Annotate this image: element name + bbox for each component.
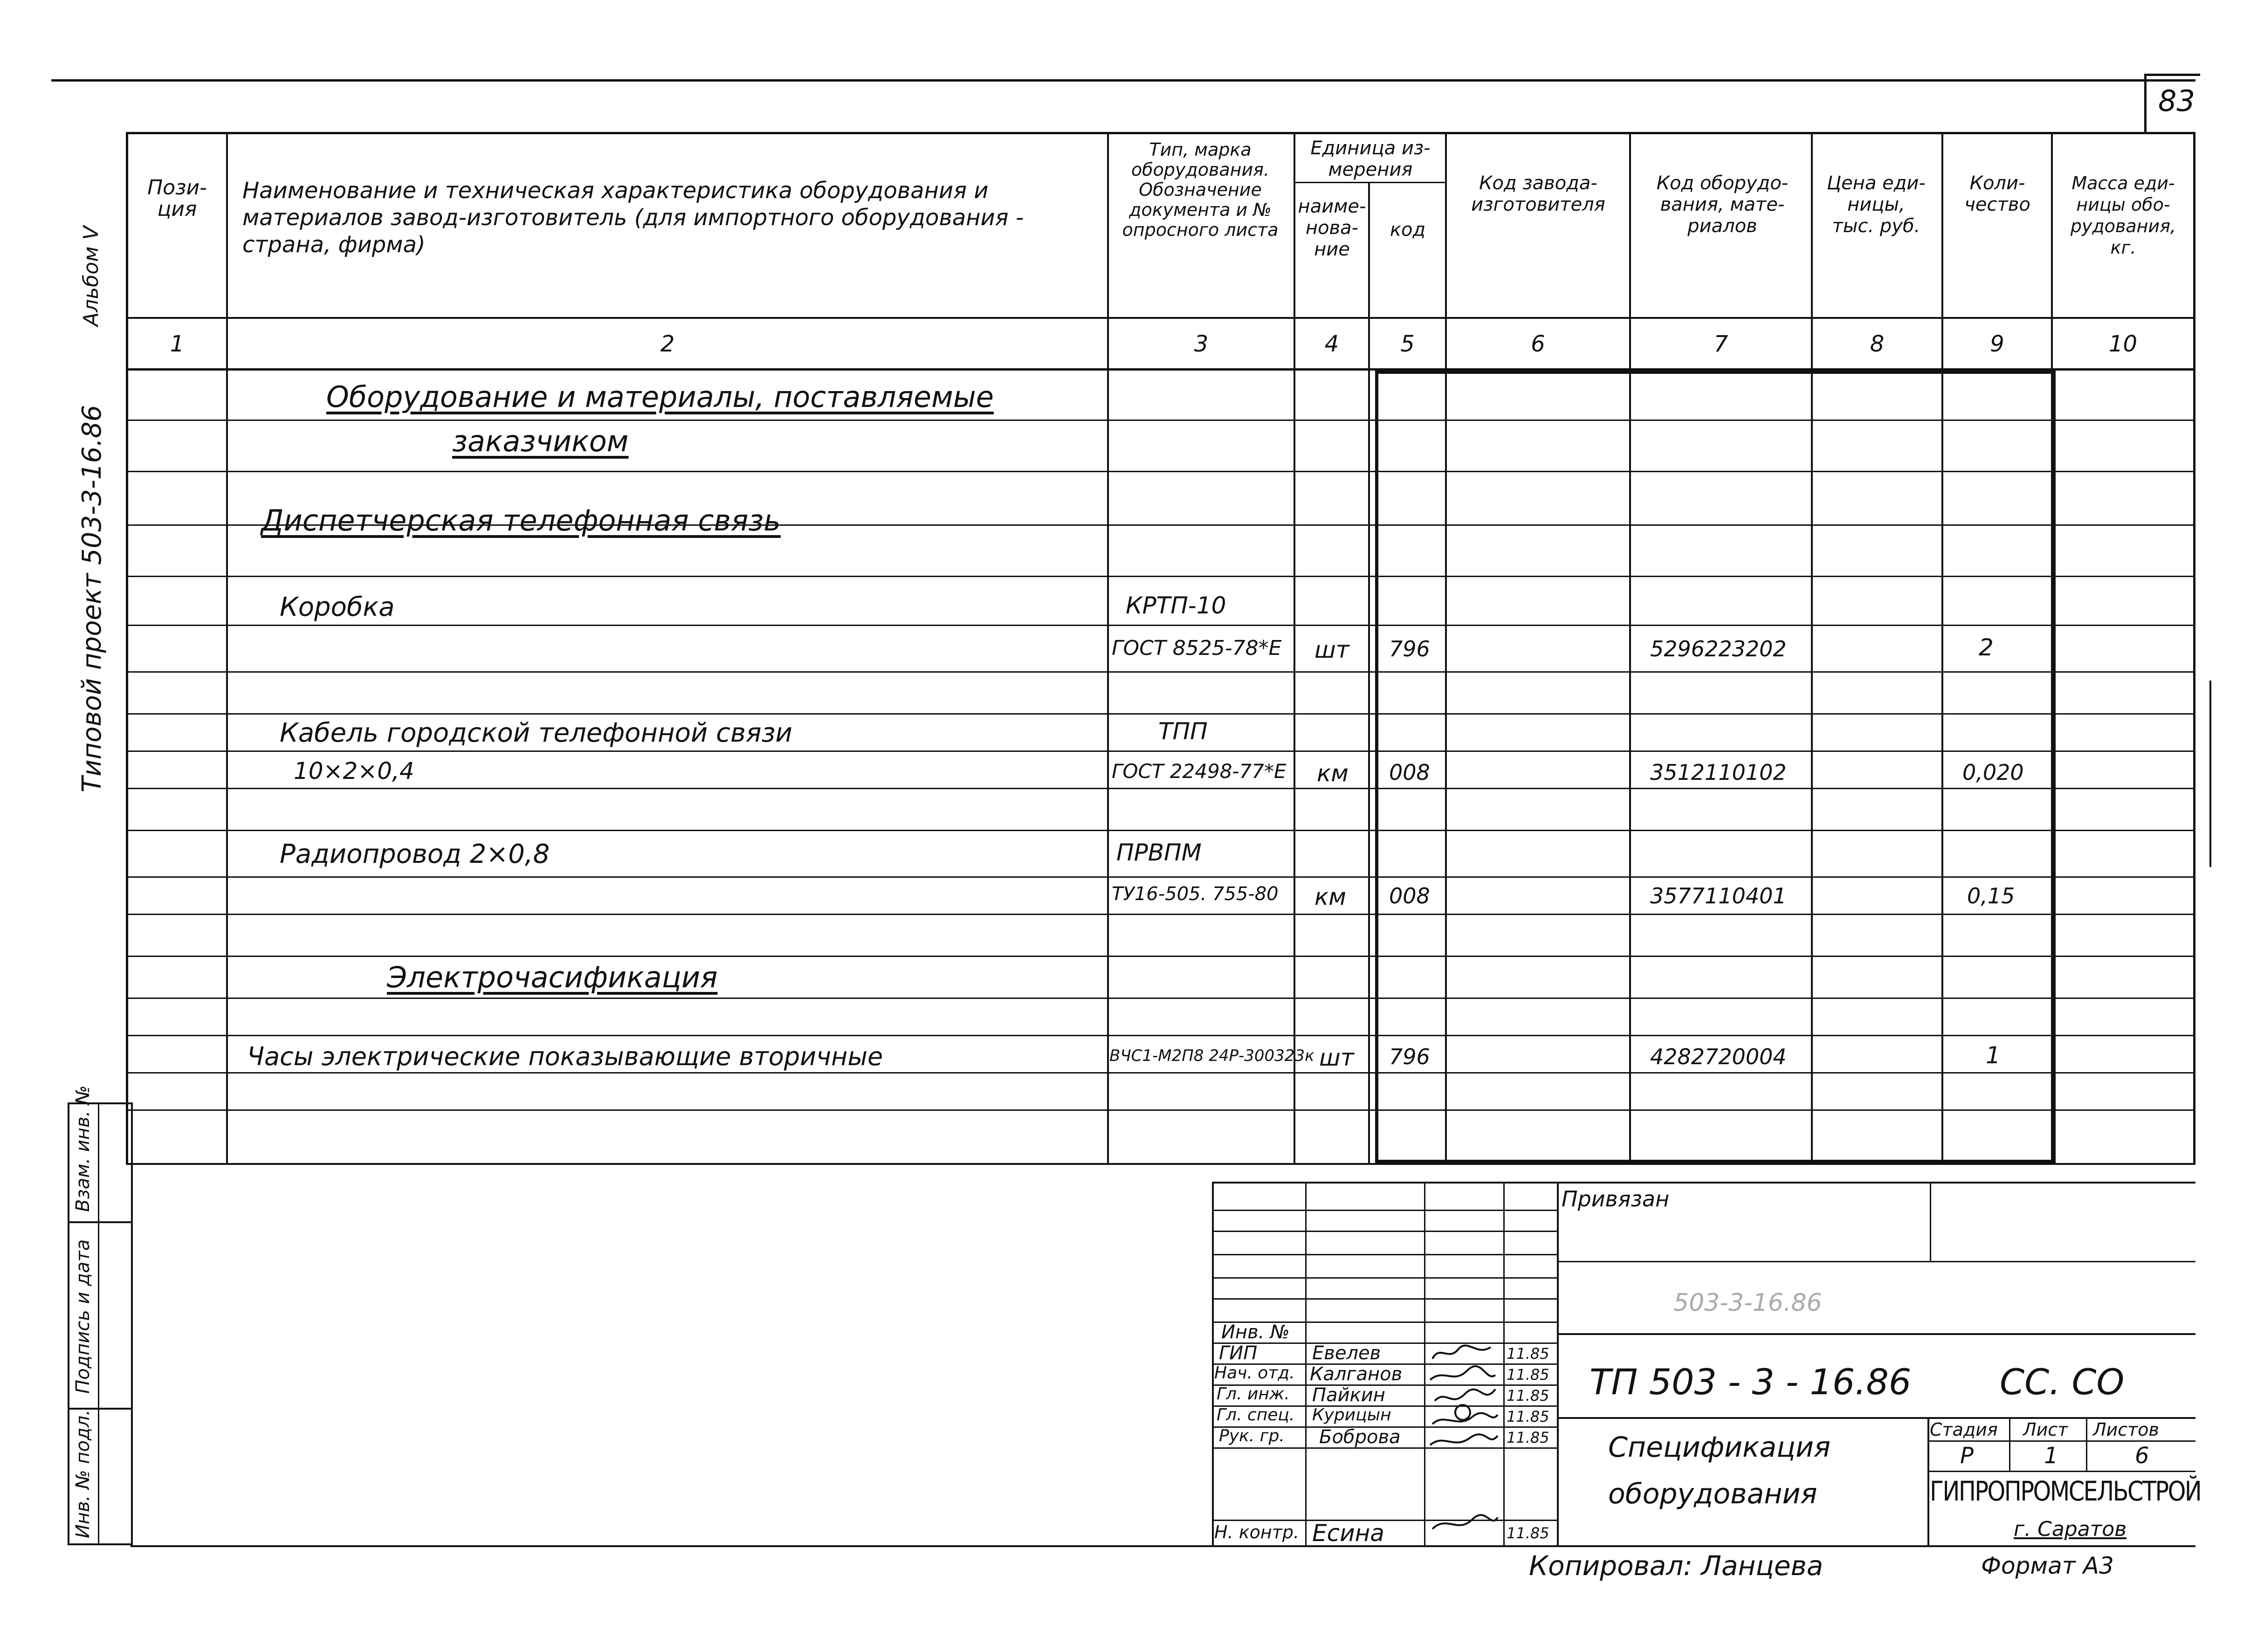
colnum-6: 6 (1531, 331, 1545, 357)
tb-row-line (1212, 1231, 1557, 1232)
colnum-2: 2 (660, 331, 675, 357)
person-name: Курицын (1312, 1405, 1391, 1425)
tb-privyazan-bottom (1557, 1261, 2195, 1262)
top-rule-right (2144, 74, 2200, 76)
page-number: 83 (2158, 84, 2195, 118)
stage-value: Р (1960, 1443, 1974, 1469)
doc-code: ТП 503 - 3 - 16.86 (1590, 1361, 1912, 1403)
sign-date: 11.85 (1507, 1366, 1549, 1384)
item-type: ГОСТ 22498-77*Е (1112, 760, 1287, 783)
paper-format: Формат А3 (1981, 1552, 2114, 1579)
unit-subheader-line (1294, 182, 1445, 183)
item-unit: км (1314, 883, 1346, 910)
item-quantity: 0,020 (1962, 760, 2024, 785)
item-type: ВЧС1-М2П8 24Р-300323к (1109, 1046, 1314, 1065)
doc-title: Спецификация (1608, 1431, 1831, 1464)
tb-row-line (1212, 1210, 1557, 1211)
copied-by: Копировал: Ланцева (1529, 1550, 1823, 1582)
item-unit: шт (1319, 1044, 1354, 1071)
tb-code-top (1557, 1333, 2195, 1335)
item-type: ГОСТ 8525-78*Е (1112, 636, 1282, 660)
tb-vert-main (1557, 1182, 1559, 1545)
table-right-border (2193, 132, 2195, 1164)
colnum-7: 7 (1713, 331, 1728, 357)
sheets-label: Листов (2093, 1419, 2159, 1440)
item-type: ПРВПМ (1116, 839, 1202, 866)
item-quantity: 2 (1979, 634, 1994, 661)
table-left-border (126, 132, 128, 1164)
item-unit-code: 008 (1389, 883, 1430, 909)
role-label: Н. контр. (1214, 1522, 1300, 1542)
item-quantity: 0,15 (1967, 883, 2015, 909)
header-quantity: Коли- чество (1964, 172, 2030, 215)
person-name: Евелев (1312, 1342, 1381, 1364)
header-type: Тип, марка оборудования. Обозначение документа и № опросного листа (1122, 139, 1279, 240)
colnum-1: 1 (170, 331, 185, 357)
header-unit-code: код (1390, 219, 1426, 241)
person-name: Калганов (1310, 1363, 1403, 1385)
role-label: Гл. спец. (1217, 1405, 1295, 1425)
sign-date: 11.85 (1507, 1408, 1549, 1425)
person-name: Есина (1312, 1520, 1384, 1547)
tb-code-bottom (1557, 1417, 2195, 1419)
page-number-box-left (2144, 74, 2147, 132)
inv-ref-label: Взам. инв. № (72, 1085, 94, 1212)
title-block-top (1212, 1182, 2195, 1184)
header-name: Наименование и техническая характеристика оборудования и материалов завод-изготовитель (для импортного оборудования - страна, фирма) (242, 178, 1024, 258)
header-unit: Единица из- мерения (1310, 138, 1431, 180)
privyazan-label: Привязан (1562, 1186, 1670, 1211)
tb-stage-split-2 (2086, 1417, 2087, 1471)
item-unit: км (1317, 760, 1349, 787)
item-name: Часы электрические показывающие вторичные (247, 1042, 883, 1071)
item-unit-code: 796 (1389, 1044, 1430, 1069)
colnum-5: 5 (1400, 331, 1415, 357)
inv-original-label: Инв. № подл. (72, 1410, 94, 1538)
item-name: Коробка (280, 592, 395, 622)
left-stamp-divider-vertical (98, 1102, 99, 1545)
item-name: Радиопровод 2×0,8 (280, 839, 550, 869)
faded-stamp: 503-3-16.86 (1673, 1289, 1822, 1317)
project-label: Типовой проект 503-3-16.86 (77, 405, 107, 792)
header-unit-name: наиме- нова- ние (1298, 196, 1366, 260)
person-name: Боброва (1319, 1426, 1401, 1448)
section-title-customer-cont: заказчиком (452, 424, 629, 458)
header-bottom-line (126, 317, 2195, 319)
tb-stage-split-1 (2009, 1417, 2010, 1471)
col-line-2 (1107, 132, 1109, 1164)
colnum-10: 10 (2108, 331, 2138, 357)
doc-mark: СС. СО (2000, 1361, 2125, 1403)
header-position: Пози- ция (147, 176, 207, 221)
album-label: Альбом Ⅴ (79, 226, 103, 326)
sign-date: 11.85 (1507, 1429, 1549, 1446)
header-price: Цена еди- ницы, тыс. руб. (1827, 172, 1926, 237)
item-name: 10×2×0,4 (294, 757, 414, 785)
header-equipment-code: Код оборудо- вания, мате- риалов (1656, 172, 1789, 237)
role-label: Рук. гр. (1219, 1426, 1285, 1446)
colnum-9: 9 (1990, 331, 2004, 357)
scan-mark (2209, 681, 2211, 867)
title-block-bottom (131, 1545, 2195, 1547)
organization-name: ГИПРОПРОМСЕЛЬСТРОЙ (1930, 1475, 2201, 1507)
col-line-3 (1294, 132, 1295, 1164)
item-equipment-code: 3577110401 (1650, 883, 1787, 909)
tb-row-line (1212, 1520, 1557, 1521)
left-stamp-divider-1 (68, 1221, 133, 1223)
header-mass: Масса еди- ницы обо- рудования, кг. (2070, 173, 2176, 258)
section-title-customer: Оборудование и материалы, поставляемые (326, 380, 994, 414)
item-quantity: 1 (1986, 1042, 2001, 1069)
item-unit-code: 796 (1389, 636, 1430, 661)
sign-date: 11.85 (1507, 1524, 1549, 1542)
header-factory-code: Код завода- изготовителя (1471, 172, 1605, 215)
tb-row-line (1212, 1254, 1557, 1255)
item-name: Кабель городской телефонной связи (280, 718, 792, 748)
role-label: Нач. отд. (1214, 1363, 1295, 1383)
sheets-value: 6 (2135, 1443, 2149, 1469)
item-equipment-code: 3512110102 (1650, 760, 1787, 785)
section-title-phone: Диспетчерская телефонная связь (261, 503, 781, 537)
tb-title-split (1927, 1417, 1929, 1545)
sign-date: 11.85 (1507, 1387, 1549, 1404)
city-name: г. Саратов (2014, 1517, 2127, 1541)
role-label: ГИП (1219, 1342, 1258, 1364)
item-type: ТУ16-505. 755-80 (1112, 883, 1279, 905)
tb-row-line (1212, 1298, 1557, 1300)
item-type: КРТП-10 (1126, 592, 1226, 619)
tb-row-line (1212, 1277, 1557, 1279)
col-line-1 (226, 132, 228, 1164)
role-label: Гл. инж. (1217, 1384, 1290, 1404)
item-type: ТПП (1158, 718, 1208, 745)
sign-date: 11.85 (1507, 1345, 1549, 1363)
item-unit: шт (1314, 636, 1349, 663)
signatures-drawing (1425, 1342, 1502, 1543)
top-rule (51, 79, 2195, 82)
col-line-4 (1368, 182, 1370, 1164)
section-title-clocks: Электрочасификация (387, 960, 718, 994)
sheet-value: 1 (2044, 1443, 2058, 1469)
table-bottom-line (126, 1163, 2195, 1165)
colnum-8: 8 (1870, 331, 1885, 357)
tb-privyazan-split (1930, 1182, 1931, 1261)
tb-stage-bottom (1927, 1471, 2195, 1472)
item-unit-code: 008 (1389, 760, 1430, 785)
doc-title-cont: оборудования (1608, 1478, 1817, 1510)
header-top-rule (126, 132, 2195, 134)
person-name: Пайкин (1312, 1384, 1385, 1406)
tb-stage-row (1927, 1440, 2195, 1442)
sheet-label: Лист (2023, 1419, 2068, 1440)
item-equipment-code: 4282720004 (1650, 1044, 1787, 1069)
colnum-3: 3 (1194, 331, 1209, 357)
colnum-4: 4 (1324, 331, 1339, 357)
stage-label: Стадия (1930, 1419, 1998, 1440)
item-equipment-code: 5296223202 (1650, 636, 1787, 661)
signature-date-label: Подпись и дата (72, 1239, 94, 1394)
inv-no-label: Инв. № (1221, 1322, 1290, 1343)
